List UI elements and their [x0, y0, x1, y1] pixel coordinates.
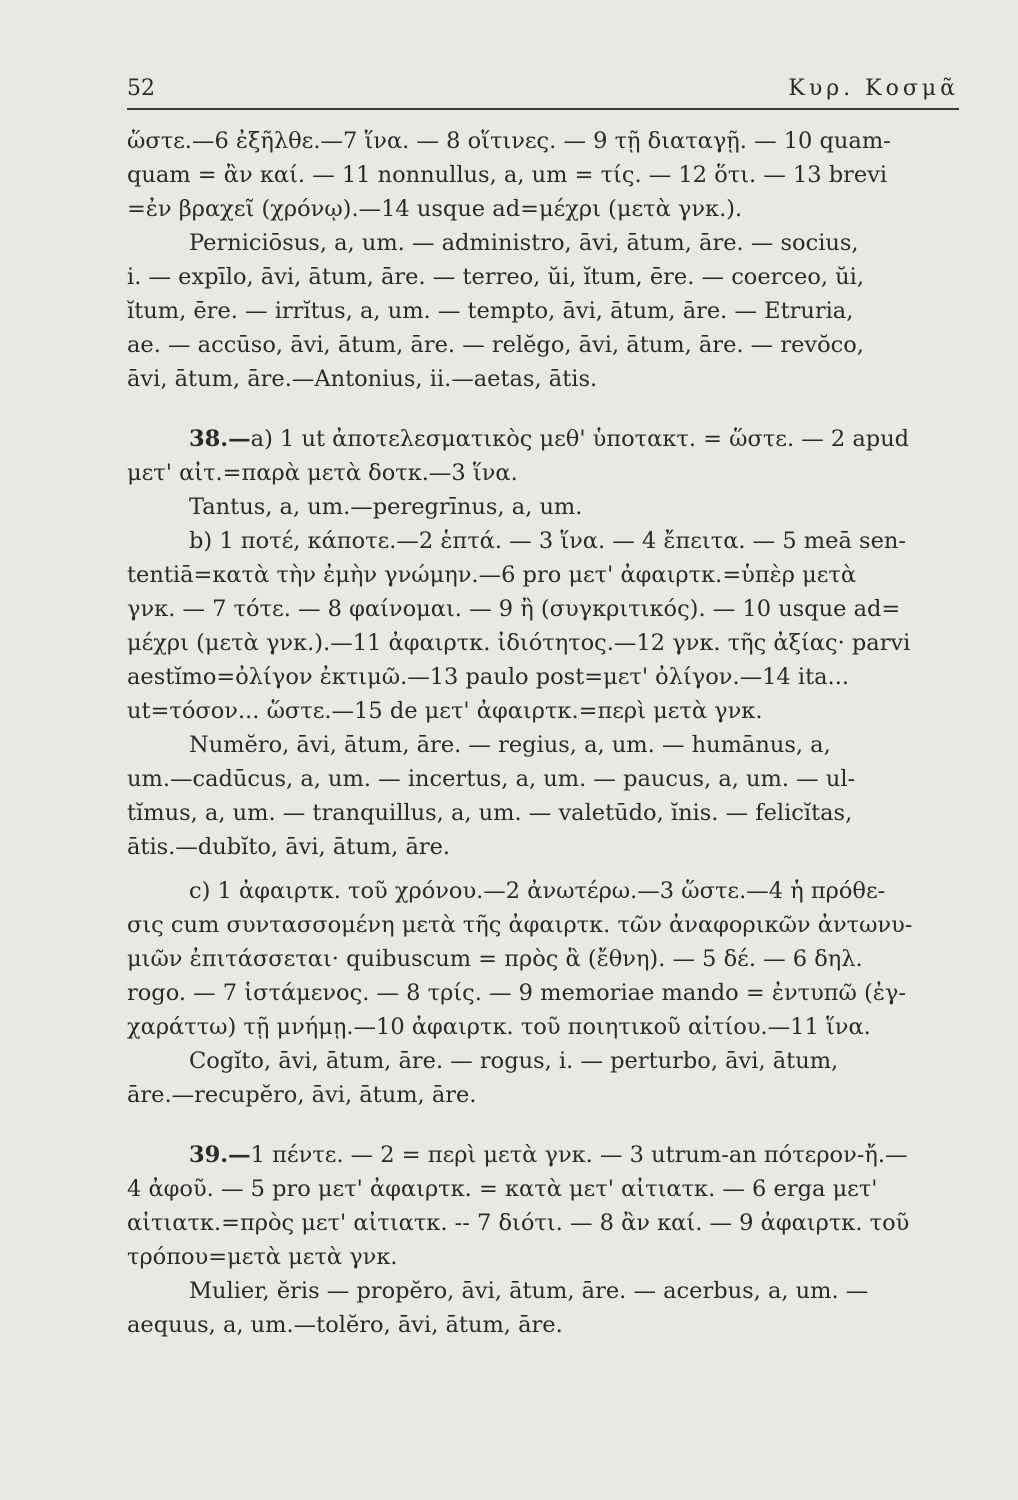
text-line: Cogĭto, āvi, ātum, āre. — rogus, i. — perturbo, āvi, ātum, [189, 1048, 839, 1074]
text-line: 4 ἀφοῦ. — 5 pro μετ' ἀφαιρτκ. = κατὰ μετ' αἰτιατκ. — 6 erga μετ' [127, 1176, 878, 1202]
text-line: Perniciōsus, a, um. — administro, āvi, ātum, āre. — socius, [189, 230, 859, 256]
text-line [127, 1138, 959, 1172]
text-line: b) 1 ποτέ, κάποτε.—2 ἑπτά. — 3 ἵνα. — 4 ἔπειτα. — 5 meā sen- [189, 528, 906, 554]
text-line: i. — expīlo, āvi, ātum, āre. — terreo, ŭi, ĭtum, ēre. — coerceo, ŭi, [127, 264, 865, 290]
body-text [127, 124, 959, 1342]
text-line: μέχρι (μετὰ γνκ.).—11 ἀφαιρτκ. ἰδιότητος.—12 γνκ. τῆς ἀξίας· parvi [127, 630, 911, 656]
text-line: σις cum συντασσομένη μετὰ τῆς ἀφαιρτκ. τῶν ἀναφορικῶν ἀντωνυ- [127, 912, 913, 938]
text-line: rogo. — 7 ἱστάμενος. — 8 τρίς. — 9 memoriae mando = ἐντυπῶ (ἐγ- [127, 980, 906, 1006]
text-line: ĭtum, ēre. — irrĭtus, a, um. — tempto, āvi, ātum, āre. — Etruria, [127, 298, 854, 324]
page-number: 52 [127, 76, 155, 101]
text-line: c) 1 ἀφαιρτκ. τοῦ χρόνου.—2 ἀνωτέρω.—3 ὥστε.—4 ἡ πρόθε- [189, 878, 886, 904]
text-line: γνκ. — 7 τότε. — 8 φαίνομαι. — 9 ἢ (συγκριτικός). — 10 usque ad= [127, 596, 901, 622]
page-header [127, 74, 959, 110]
text-line: =ἐν βραχεῖ (χρόνῳ).—14 usque ad=μέχρι (μετὰ γνκ.). [127, 196, 743, 222]
text-line: tentiā=κατὰ τὴν ἐμὴν γνώμην.—6 pro μετ' ἀφαιρτκ.=ὑπὲρ μετὰ [127, 562, 857, 588]
text-line: Mulier, ĕris — propĕro, āvi, ātum, āre. — acerbus, a, um. — [189, 1278, 869, 1304]
text-line [127, 422, 959, 456]
text-line-content: a) 1 ut ἀποτελεσματικὸς μεθ' ὑποτακτ. = ὥστε. — 2 apud [250, 426, 910, 452]
text-line: quam = ἂν καί. — 11 nonnullus, a, um = τίς. — 12 ὅτι. — 13 brevi [127, 162, 888, 188]
text-line: ὥστε.—6 ἐξῆλθε.—7 ἵνα. — 8 οἵτινες. — 9 τῇ διαταγῇ. — 10 quam- [127, 128, 891, 154]
text-line: ut=τόσον... ὥστε.—15 de μετ' ἀφαιρτκ.=περὶ μετὰ γνκ. [127, 698, 763, 724]
text-line: μετ' αἰτ.=παρὰ μετὰ δοτκ.—3 ἵνα. [127, 460, 518, 486]
text-line: tĭmus, a, um. — tranquillus, a, um. — valetūdo, ĭnis. — felicĭtas, [127, 800, 853, 826]
section-number-39: 39.— [189, 1142, 251, 1168]
text-line: aestĭmo=ὀλίγον ἐκτιμῶ.—13 paulo post=μετ' ὀλίγον.—14 ita... [127, 664, 850, 690]
text-line: āvi, ātum, āre.—Antonius, ii.—aetas, ātis. [127, 366, 598, 392]
text-line: Numĕro, āvi, ātum, āre. — regius, a, um. — humānus, a, [189, 732, 831, 758]
section-number-38: 38.— [189, 426, 251, 452]
text-line: āre.—recupĕro, āvi, ātum, āre. [127, 1082, 477, 1108]
text-line: μιῶν ἐπιτάσσεται· quibuscum = πρὸς ἃ (ἔθνη). — 5 δέ. — 6 δηλ. [127, 946, 863, 972]
text-line: ae. — accūso, āvi, ātum, āre. — relĕgo, āvi, ātum, āre. — revŏco, [127, 332, 864, 358]
text-line: um.—cadūcus, a, um. — incertus, a, um. — paucus, a, um. — ul- [127, 766, 856, 792]
section-gap [127, 1112, 959, 1138]
running-head: Κυρ. Κοσμᾶ [788, 76, 959, 101]
subsection-gap [127, 864, 959, 874]
section-gap [127, 396, 959, 422]
text-line: τρόπου=μετὰ μετὰ γνκ. [127, 1244, 398, 1270]
text-line: ātis.—dubĭto, āvi, ātum, āre. [127, 834, 451, 860]
text-line: aequus, a, um.—tolĕro, āvi, ātum, āre. [127, 1312, 563, 1338]
text-line: χαράττω) τῇ μνήμῃ.—10 ἀφαιρτκ. τοῦ ποιητικοῦ αἰτίου.—11 ἵνα. [127, 1014, 871, 1040]
text-line-content: 1 πέντε. — 2 = περὶ μετὰ γνκ. — 3 utrum-an πότερον-ἤ.— [250, 1142, 908, 1168]
text-line: Tantus, a, um.—peregrīnus, a, um. [189, 494, 583, 520]
text-line: αἰτιατκ.=πρὸς μετ' αἰτιατκ. -- 7 διότι. — 8 ἂν καί. — 9 ἀφαιρτκ. τοῦ [127, 1210, 910, 1236]
